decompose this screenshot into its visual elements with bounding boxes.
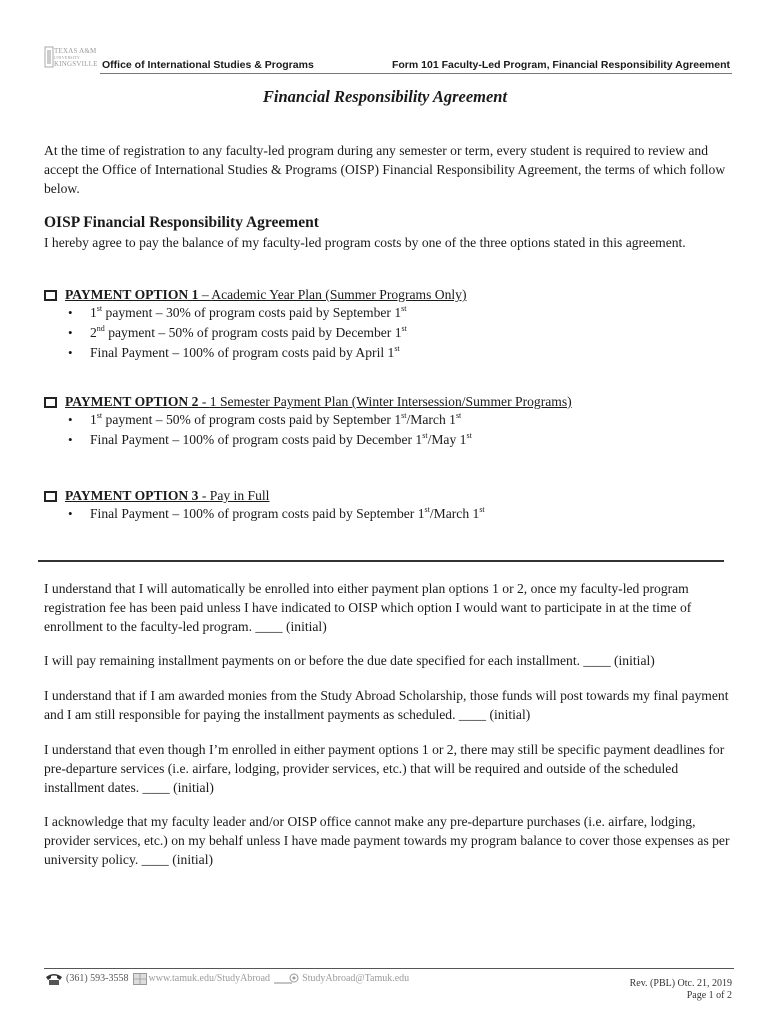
footer-website-link[interactable]: www.tamuk.edu/StudyAbroad	[148, 973, 271, 985]
footer-divider	[44, 968, 734, 969]
payment-option-3	[44, 488, 485, 524]
option-description: Academic Year Plan (Summer Programs Only)	[211, 287, 467, 302]
logo-text	[54, 47, 98, 68]
logo-text-line: UNIVERSITY	[54, 55, 80, 60]
office-name: Office of International Studies & Programs	[102, 59, 314, 71]
logo-emblem-icon	[44, 46, 54, 68]
statement-installments: I will pay remaining installment payments on or before the due date specified for each installment. ____ (initial)	[44, 653, 655, 668]
payment-option-1	[44, 287, 467, 363]
list-item: • 1st payment – 50% of program costs paid by September 1st/March 1st	[44, 410, 572, 430]
form-name: Form 101 Faculty-Led Program, Financial Responsibility Agreement	[391, 59, 730, 71]
university-logo	[44, 46, 100, 70]
list-item: • Final Payment – 100% of program costs paid by April 1st	[44, 343, 467, 363]
revision-date: Rev. (PBL) Otc. 21, 2019	[629, 978, 732, 989]
option-2-checkbox[interactable]	[44, 397, 57, 408]
option-3-checkbox[interactable]	[44, 491, 57, 502]
list-item: • Final Payment – 100% of program costs paid by September 1st/March 1st	[44, 504, 485, 524]
payment-option-2	[44, 394, 572, 450]
section-divider	[38, 560, 724, 562]
logo-text-line: KINGSVILLE	[54, 60, 98, 68]
option-description: Pay in Full	[209, 488, 270, 503]
list-item: • Final Payment – 100% of program costs paid by December 1st/May 1st	[44, 430, 572, 450]
statement-auto-enroll: I understand that I will automatically be enrolled into either payment plan options 1 or 2, once my faculty-led program registration fee has been paid unless I have indicated to OISP which option I would want to participate in at the time of enrollment to the faculty-led program. ____ (initial)	[44, 581, 692, 634]
list-item: • 2nd payment – 50% of program costs paid by December 1st	[44, 323, 467, 343]
page-footer	[44, 968, 734, 1018]
option-2-heading	[65, 394, 572, 409]
option-3-heading	[65, 488, 269, 503]
option-1-list	[44, 303, 467, 363]
globe-icon	[133, 973, 147, 985]
footer-contact	[44, 972, 413, 986]
option-1-checkbox[interactable]	[44, 290, 57, 301]
statement-pre-departure: I understand that even though I’m enrolled in either payment options 1 or 2, there may still be specific payment deadlines for pre-departure services (i.e. airfare, lodging, provider services, etc.) that will be required and outside of the scheduled installment dates. ____ (initial)	[44, 742, 725, 795]
option-separator: -	[198, 488, 210, 503]
footer-revision	[630, 978, 732, 1002]
page-number: Page 1 of 2	[686, 990, 732, 1001]
page-title: Financial Responsibility Agreement	[262, 87, 508, 106]
email-icon	[274, 973, 300, 985]
phone-icon	[44, 972, 64, 986]
option-2-list	[44, 410, 572, 450]
option-3-list	[44, 504, 485, 524]
list-item: • 1st payment – 30% of program costs paid by September 1st	[44, 303, 467, 323]
footer-phone: (361) 593-3558	[66, 973, 129, 985]
option-separator: -	[198, 394, 210, 409]
intro-paragraph: At the time of registration to any faculty-led program during any semester or term, every student is required to review and accept the Office of International Studies & Programs (OISP) Financial Responsibility Agreement, the terms of which follow below.	[44, 143, 726, 196]
page-header	[44, 46, 732, 76]
header-divider	[100, 73, 732, 74]
option-label: PAYMENT OPTION 1	[65, 287, 199, 302]
option-1-heading	[65, 287, 467, 302]
statement-purchases: I acknowledge that my faculty leader and/or OISP office cannot make any pre-departure purchases (i.e. airfare, lodging, provider services, etc.) on my behalf unless I have made payment towards my program balance to cover those expenses as per university policy. ____ (initial)	[44, 814, 730, 867]
option-label: PAYMENT OPTION 3	[65, 488, 199, 503]
option-description: 1 Semester Payment Plan (Winter Intersession/Summer Programs)	[209, 394, 572, 409]
agreement-heading: OISP Financial Responsibility Agreement	[44, 214, 319, 231]
agreement-text: I hereby agree to pay the balance of my faculty-led program costs by one of the three options stated in this agreement.	[44, 235, 686, 250]
option-label: PAYMENT OPTION 2	[65, 394, 199, 409]
logo-text-line: TEXAS A&M	[54, 47, 97, 55]
footer-email-link[interactable]: StudyAbroad@Tamuk.edu	[302, 973, 410, 985]
statement-scholarship: I understand that if I am awarded monies from the Study Abroad Scholarship, those funds will post towards my final payment and I am still responsible for paying the installment payments as scheduled. ____ (initial)	[44, 688, 729, 722]
option-separator: –	[198, 287, 212, 302]
